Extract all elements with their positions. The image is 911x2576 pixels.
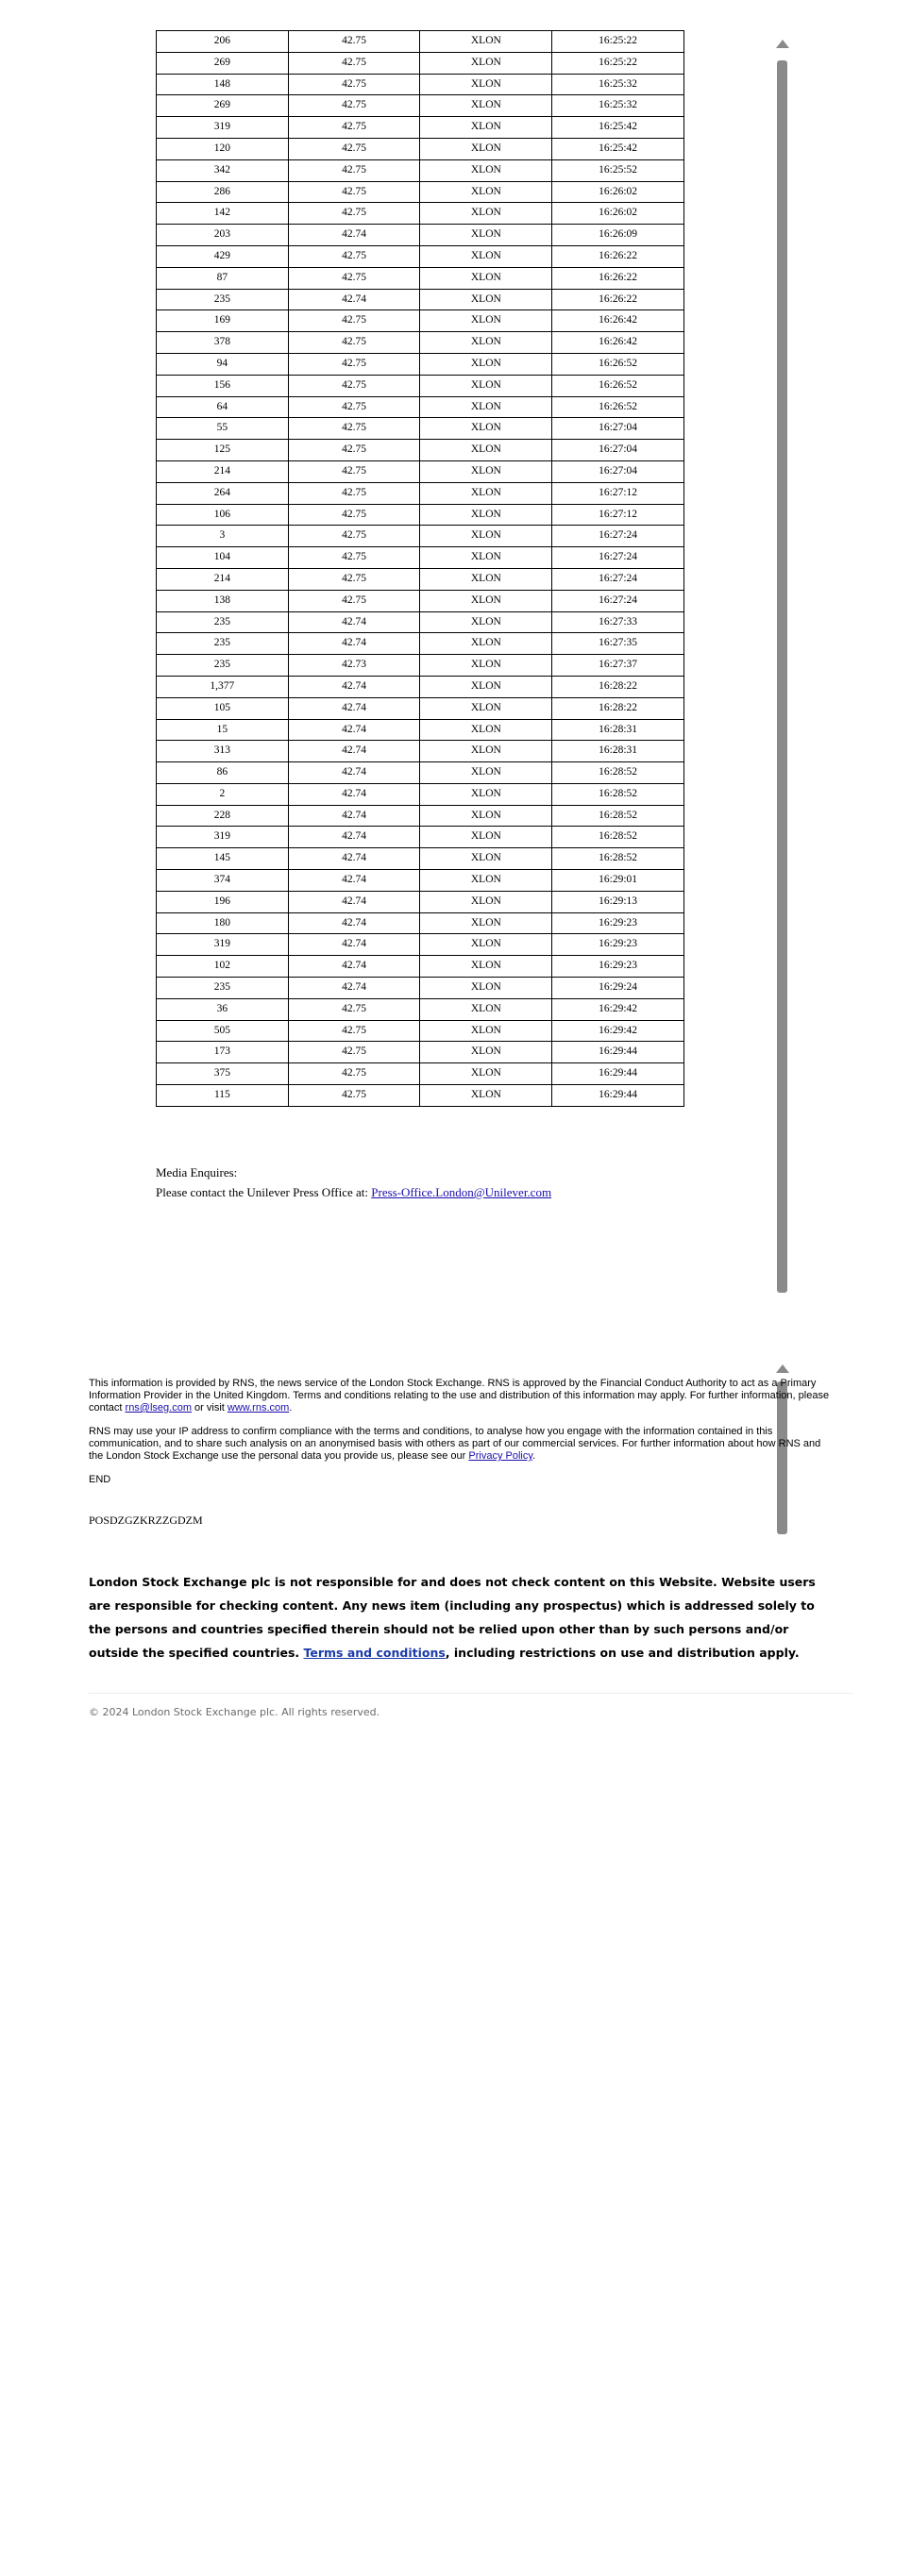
volume-cell: 120 (157, 138, 289, 159)
volume-cell: 206 (157, 31, 289, 53)
time-cell: 16:29:23 (552, 934, 684, 956)
time-cell: 16:29:23 (552, 956, 684, 978)
time-cell: 16:29:44 (552, 1063, 684, 1085)
time-cell: 16:26:22 (552, 289, 684, 310)
table-row (157, 568, 684, 590)
table-row (157, 719, 684, 741)
price-cell: 42.75 (288, 568, 420, 590)
volume-cell: 102 (157, 956, 289, 978)
price-cell: 42.75 (288, 74, 420, 95)
price-cell: 42.75 (288, 590, 420, 611)
rns-website-link[interactable]: www.rns.com (227, 1402, 290, 1413)
volume-cell: 342 (157, 159, 289, 181)
venue-cell: XLON (420, 245, 552, 267)
time-cell: 16:26:42 (552, 332, 684, 354)
time-cell: 16:27:24 (552, 526, 684, 547)
volume-cell: 375 (157, 1063, 289, 1085)
venue-cell: XLON (420, 225, 552, 246)
volume-cell: 115 (157, 1085, 289, 1107)
table-row (157, 117, 684, 139)
table-row (157, 1063, 684, 1085)
time-cell: 16:28:31 (552, 741, 684, 762)
table-row (157, 655, 684, 677)
time-cell: 16:27:04 (552, 460, 684, 482)
price-cell: 42.75 (288, 138, 420, 159)
table-row (157, 741, 684, 762)
table-row (157, 74, 684, 95)
price-cell: 42.75 (288, 332, 420, 354)
volume-cell: 173 (157, 1042, 289, 1063)
time-cell: 16:28:52 (552, 848, 684, 870)
table-row (157, 138, 684, 159)
venue-cell: XLON (420, 460, 552, 482)
price-cell: 42.74 (288, 741, 420, 762)
volume-cell: 156 (157, 375, 289, 396)
table-row (157, 783, 684, 805)
time-cell: 16:29:42 (552, 998, 684, 1020)
volume-cell: 94 (157, 353, 289, 375)
volume-cell: 319 (157, 934, 289, 956)
disclaimer-text-end: , including restrictions on use and distribution apply. (445, 1646, 800, 1660)
trades-table (156, 30, 684, 1107)
table-row (157, 396, 684, 418)
volume-cell: 378 (157, 332, 289, 354)
price-cell: 42.75 (288, 95, 420, 117)
table-row (157, 460, 684, 482)
venue-cell: XLON (420, 138, 552, 159)
venue-cell: XLON (420, 332, 552, 354)
time-cell: 16:25:32 (552, 95, 684, 117)
table-row (157, 827, 684, 848)
rns-notice (89, 1378, 835, 1527)
price-cell: 42.74 (288, 891, 420, 912)
volume-cell: 2 (157, 783, 289, 805)
price-cell: 42.74 (288, 762, 420, 784)
venue-cell: XLON (420, 52, 552, 74)
time-cell: 16:29:13 (552, 891, 684, 912)
time-cell: 16:27:35 (552, 633, 684, 655)
price-cell: 42.75 (288, 998, 420, 1020)
price-cell: 42.75 (288, 159, 420, 181)
venue-cell: XLON (420, 783, 552, 805)
volume-cell: 203 (157, 225, 289, 246)
table-row (157, 1085, 684, 1107)
press-office-email-link[interactable]: Press-Office.London@Unilever.com (371, 1185, 552, 1199)
table-row (157, 633, 684, 655)
price-cell: 42.74 (288, 848, 420, 870)
volume-cell: 269 (157, 95, 289, 117)
time-cell: 16:28:22 (552, 676, 684, 697)
venue-cell: XLON (420, 159, 552, 181)
table-row (157, 891, 684, 912)
price-cell: 42.75 (288, 267, 420, 289)
time-cell: 16:29:01 (552, 870, 684, 892)
venue-cell: XLON (420, 95, 552, 117)
table-row (157, 526, 684, 547)
time-cell: 16:25:32 (552, 74, 684, 95)
price-cell: 42.74 (288, 956, 420, 978)
venue-cell: XLON (420, 440, 552, 461)
venue-cell: XLON (420, 590, 552, 611)
price-cell: 42.74 (288, 912, 420, 934)
price-cell: 42.75 (288, 1063, 420, 1085)
venue-cell: XLON (420, 1063, 552, 1085)
time-cell: 16:26:22 (552, 267, 684, 289)
volume-cell: 180 (157, 912, 289, 934)
price-cell: 42.74 (288, 633, 420, 655)
table-row (157, 225, 684, 246)
time-cell: 16:27:12 (552, 504, 684, 526)
table-row (157, 762, 684, 784)
table-row (157, 697, 684, 719)
price-cell: 42.74 (288, 978, 420, 999)
volume-cell: 313 (157, 741, 289, 762)
venue-cell: XLON (420, 353, 552, 375)
venue-cell: XLON (420, 31, 552, 53)
time-cell: 16:26:02 (552, 181, 684, 203)
table-row (157, 310, 684, 332)
volume-cell: 196 (157, 891, 289, 912)
venue-cell: XLON (420, 827, 552, 848)
venue-cell: XLON (420, 998, 552, 1020)
table-row (157, 978, 684, 999)
price-cell: 42.74 (288, 697, 420, 719)
volume-cell: 429 (157, 245, 289, 267)
price-cell: 42.75 (288, 460, 420, 482)
media-contact (156, 1182, 551, 1202)
venue-cell: XLON (420, 1042, 552, 1063)
volume-cell: 505 (157, 1020, 289, 1042)
table-row (157, 848, 684, 870)
price-cell: 42.75 (288, 526, 420, 547)
price-cell: 42.75 (288, 504, 420, 526)
rns-ip-text: RNS may use your IP address to confirm compliance with the terms and conditions, to analyse how you engage with the information contained in this communication, and to share such analysis on an anonymised basis with others as part of our commercial services. For further information about how RNS and the London Stock Exchange use the personal data you provide us, please see our (89, 1426, 821, 1462)
time-cell: 16:27:12 (552, 482, 684, 504)
venue-cell: XLON (420, 310, 552, 332)
price-cell: 42.75 (288, 418, 420, 440)
volume-cell: 235 (157, 289, 289, 310)
rns-info-text: This information is provided by RNS, the news service of the London Stock Exchange. RNS is approved by the Financial Conduct Authority to act as a Primary Information Provider in the United Kingdom. Terms and conditions relating to the use and distribution of this information may apply. For further information, please contact (89, 1378, 830, 1413)
price-cell: 42.75 (288, 203, 420, 225)
venue-cell: XLON (420, 74, 552, 95)
time-cell: 16:25:52 (552, 159, 684, 181)
time-cell: 16:28:22 (552, 697, 684, 719)
time-cell: 16:28:31 (552, 719, 684, 741)
table-row (157, 956, 684, 978)
price-cell: 42.74 (288, 289, 420, 310)
time-cell: 16:28:52 (552, 827, 684, 848)
venue-cell: XLON (420, 741, 552, 762)
table-row (157, 870, 684, 892)
venue-cell: XLON (420, 611, 552, 633)
table-row (157, 52, 684, 74)
volume-cell: 228 (157, 805, 289, 827)
time-cell: 16:26:09 (552, 225, 684, 246)
scrollbar-thumb[interactable] (777, 60, 787, 1293)
venue-cell: XLON (420, 805, 552, 827)
venue-cell: XLON (420, 526, 552, 547)
venue-cell: XLON (420, 568, 552, 590)
price-cell: 42.74 (288, 827, 420, 848)
table-row (157, 1042, 684, 1063)
table-row (157, 289, 684, 310)
price-cell: 42.75 (288, 547, 420, 569)
venue-cell: XLON (420, 870, 552, 892)
price-cell: 42.75 (288, 1042, 420, 1063)
scroll-up-arrow-icon[interactable] (776, 1364, 789, 1373)
venue-cell: XLON (420, 267, 552, 289)
volume-cell: 148 (157, 74, 289, 95)
rns-email-link[interactable]: rns@lseg.com (125, 1402, 192, 1413)
volume-cell: 1,377 (157, 676, 289, 697)
time-cell: 16:25:42 (552, 117, 684, 139)
copyright-notice: © 2024 London Stock Exchange plc. All rights reserved. (89, 1706, 380, 1718)
price-cell: 42.73 (288, 655, 420, 677)
price-cell: 42.75 (288, 310, 420, 332)
volume-cell: 235 (157, 633, 289, 655)
price-cell: 42.75 (288, 1085, 420, 1107)
volume-cell: 214 (157, 460, 289, 482)
time-cell: 16:29:44 (552, 1085, 684, 1107)
venue-cell: XLON (420, 396, 552, 418)
volume-cell: 374 (157, 870, 289, 892)
announcement-code: POSDZGZKRZZGDZM (89, 1514, 203, 1527)
table-row (157, 332, 684, 354)
time-cell: 16:29:42 (552, 1020, 684, 1042)
venue-cell: XLON (420, 482, 552, 504)
table-row (157, 547, 684, 569)
venue-cell: XLON (420, 117, 552, 139)
venue-cell: XLON (420, 956, 552, 978)
table-row (157, 676, 684, 697)
price-cell: 42.75 (288, 353, 420, 375)
privacy-policy-link[interactable]: Privacy Policy (468, 1450, 533, 1462)
end-label: END (89, 1474, 111, 1485)
volume-cell: 105 (157, 697, 289, 719)
footer-divider (89, 1693, 853, 1694)
venue-cell: XLON (420, 655, 552, 677)
venue-cell: XLON (420, 719, 552, 741)
volume-cell: 264 (157, 482, 289, 504)
volume-cell: 125 (157, 440, 289, 461)
trades-table-container (156, 30, 684, 1107)
venue-cell: XLON (420, 633, 552, 655)
volume-cell: 64 (157, 396, 289, 418)
venue-cell: XLON (420, 697, 552, 719)
table-row (157, 482, 684, 504)
table-row (157, 245, 684, 267)
volume-cell: 138 (157, 590, 289, 611)
price-cell: 42.74 (288, 719, 420, 741)
volume-cell: 106 (157, 504, 289, 526)
time-cell: 16:27:24 (552, 568, 684, 590)
volume-cell: 142 (157, 203, 289, 225)
venue-cell: XLON (420, 891, 552, 912)
time-cell: 16:29:24 (552, 978, 684, 999)
table-row (157, 375, 684, 396)
venue-cell: XLON (420, 504, 552, 526)
rns-ip-end: . (532, 1450, 536, 1462)
time-cell: 16:28:52 (552, 783, 684, 805)
scroll-up-arrow-icon[interactable] (776, 40, 789, 48)
venue-cell: XLON (420, 289, 552, 310)
time-cell: 16:27:04 (552, 440, 684, 461)
venue-cell: XLON (420, 934, 552, 956)
price-cell: 42.75 (288, 440, 420, 461)
table-row (157, 998, 684, 1020)
media-contact-text: Please contact the Unilever Press Office at: (156, 1185, 372, 1199)
table-row (157, 353, 684, 375)
volume-cell: 319 (157, 117, 289, 139)
price-cell: 42.75 (288, 482, 420, 504)
time-cell: 16:26:52 (552, 353, 684, 375)
volume-cell: 235 (157, 611, 289, 633)
volume-cell: 55 (157, 418, 289, 440)
price-cell: 42.75 (288, 245, 420, 267)
price-cell: 42.75 (288, 1020, 420, 1042)
venue-cell: XLON (420, 912, 552, 934)
venue-cell: XLON (420, 203, 552, 225)
volume-cell: 286 (157, 181, 289, 203)
venue-cell: XLON (420, 1085, 552, 1107)
price-cell: 42.75 (288, 375, 420, 396)
media-heading: Media Enquires: (156, 1165, 238, 1179)
time-cell: 16:26:52 (552, 375, 684, 396)
time-cell: 16:26:52 (552, 396, 684, 418)
table-row (157, 1020, 684, 1042)
table-row (157, 590, 684, 611)
price-cell: 42.75 (288, 117, 420, 139)
price-cell: 42.74 (288, 225, 420, 246)
disclaimer-text: London Stock Exchange plc is not responsible for and does not check content on this Website. Website users are responsible for checking content. Any news item (including any prospectus) which is addressed solely to the persons and countries specified therein should not be relied upon other than by such persons and/or outside the specified countries. (89, 1575, 816, 1660)
table-row (157, 418, 684, 440)
lse-disclaimer (89, 1570, 835, 1664)
table-row (157, 95, 684, 117)
volume-cell: 145 (157, 848, 289, 870)
time-cell: 16:29:23 (552, 912, 684, 934)
venue-cell: XLON (420, 375, 552, 396)
table-row (157, 912, 684, 934)
time-cell: 16:26:02 (552, 203, 684, 225)
table-row (157, 181, 684, 203)
volume-cell: 104 (157, 547, 289, 569)
time-cell: 16:29:44 (552, 1042, 684, 1063)
volume-cell: 169 (157, 310, 289, 332)
table-row (157, 440, 684, 461)
price-cell: 42.75 (288, 31, 420, 53)
volume-cell: 15 (157, 719, 289, 741)
price-cell: 42.74 (288, 805, 420, 827)
rns-info-or: or visit (192, 1402, 228, 1413)
volume-cell: 235 (157, 655, 289, 677)
price-cell: 42.74 (288, 870, 420, 892)
venue-cell: XLON (420, 978, 552, 999)
venue-cell: XLON (420, 547, 552, 569)
volume-cell: 36 (157, 998, 289, 1020)
price-cell: 42.74 (288, 934, 420, 956)
price-cell: 42.75 (288, 181, 420, 203)
volume-cell: 3 (157, 526, 289, 547)
terms-and-conditions-link[interactable]: Terms and conditions (303, 1646, 446, 1660)
price-cell: 42.75 (288, 396, 420, 418)
time-cell: 16:26:42 (552, 310, 684, 332)
volume-cell: 86 (157, 762, 289, 784)
time-cell: 16:28:52 (552, 805, 684, 827)
price-cell: 42.74 (288, 611, 420, 633)
venue-cell: XLON (420, 1020, 552, 1042)
time-cell: 16:25:22 (552, 31, 684, 53)
rns-info-paragraph (89, 1378, 835, 1414)
table-row (157, 504, 684, 526)
price-cell: 42.75 (288, 52, 420, 74)
time-cell: 16:27:24 (552, 547, 684, 569)
time-cell: 16:27:24 (552, 590, 684, 611)
venue-cell: XLON (420, 848, 552, 870)
volume-cell: 319 (157, 827, 289, 848)
table-row (157, 934, 684, 956)
table-row (157, 805, 684, 827)
price-cell: 42.74 (288, 676, 420, 697)
time-cell: 16:28:52 (552, 762, 684, 784)
rns-info-end: . (289, 1402, 293, 1413)
table-row (157, 611, 684, 633)
table-row (157, 267, 684, 289)
price-cell: 42.74 (288, 783, 420, 805)
volume-cell: 269 (157, 52, 289, 74)
volume-cell: 214 (157, 568, 289, 590)
venue-cell: XLON (420, 676, 552, 697)
table-row (157, 159, 684, 181)
media-enquiries (156, 1163, 551, 1202)
venue-cell: XLON (420, 181, 552, 203)
time-cell: 16:27:33 (552, 611, 684, 633)
rns-ip-paragraph (89, 1426, 835, 1463)
time-cell: 16:25:22 (552, 52, 684, 74)
volume-cell: 235 (157, 978, 289, 999)
volume-cell: 87 (157, 267, 289, 289)
table-row (157, 203, 684, 225)
time-cell: 16:25:42 (552, 138, 684, 159)
time-cell: 16:27:04 (552, 418, 684, 440)
time-cell: 16:26:22 (552, 245, 684, 267)
time-cell: 16:27:37 (552, 655, 684, 677)
venue-cell: XLON (420, 418, 552, 440)
table-row (157, 31, 684, 53)
venue-cell: XLON (420, 762, 552, 784)
